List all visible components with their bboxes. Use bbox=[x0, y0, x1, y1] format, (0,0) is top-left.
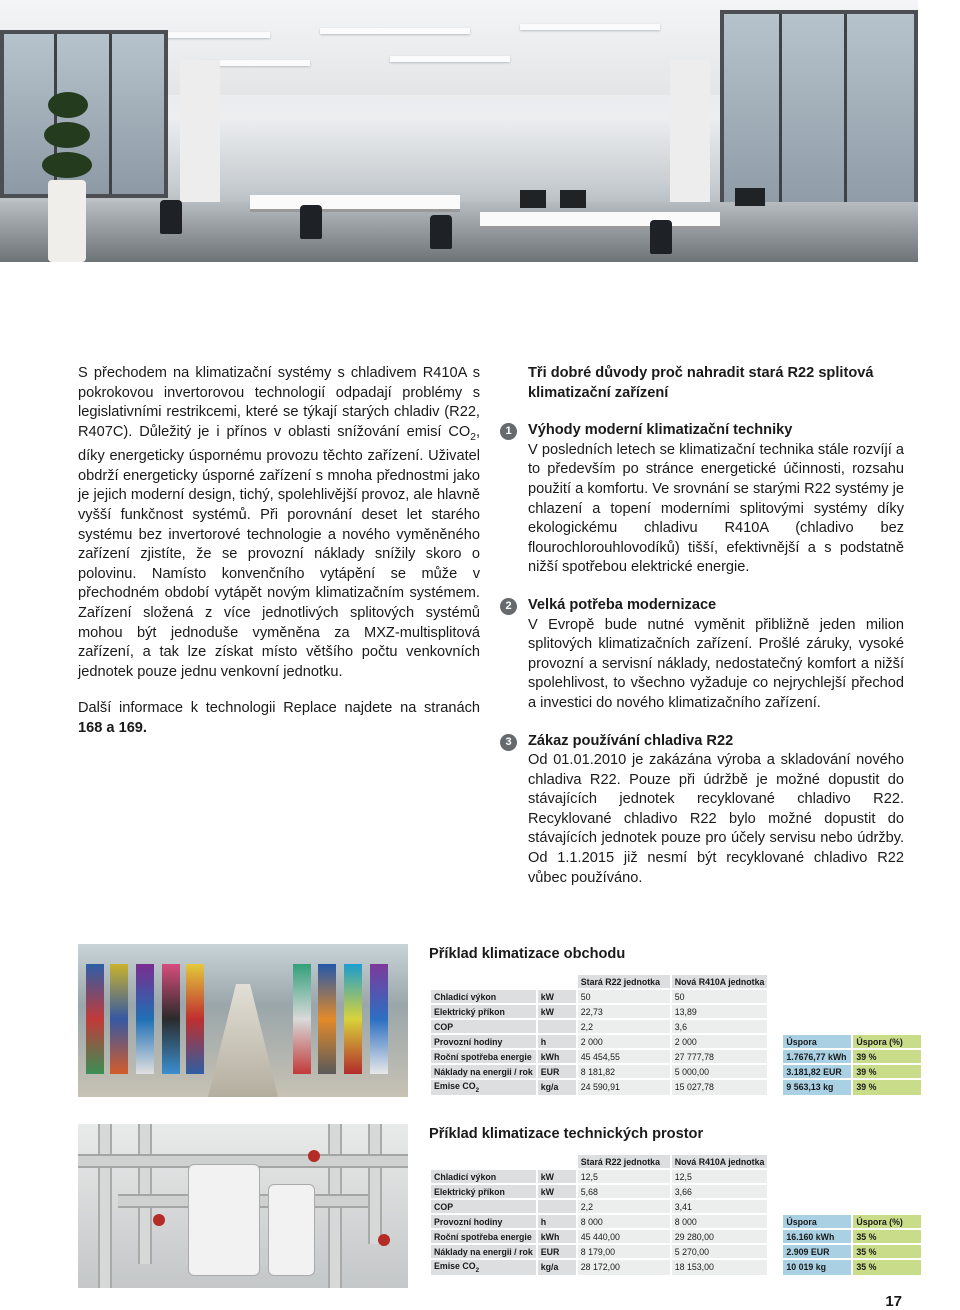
reason-heading: Zákaz používání chladiva R22 bbox=[528, 732, 734, 749]
tank bbox=[268, 1184, 315, 1276]
ceiling-lamp bbox=[390, 56, 510, 62]
table-row bbox=[431, 1260, 921, 1275]
row-label: COP bbox=[431, 1200, 536, 1213]
plant-foliage bbox=[44, 122, 90, 148]
reason-heading: Výhody moderní klimatizační techniky bbox=[528, 422, 793, 439]
old-value: 8 179,00 bbox=[578, 1245, 670, 1258]
row-unit: EUR bbox=[538, 1065, 576, 1078]
row-unit bbox=[538, 1200, 576, 1213]
row-label: COP bbox=[431, 1020, 536, 1033]
ceiling-lamp bbox=[320, 28, 470, 34]
savings-pct-header: Úspora (%) bbox=[853, 1035, 921, 1048]
clothing-rack bbox=[136, 964, 154, 1074]
clothing-rack bbox=[344, 964, 362, 1074]
pipe bbox=[368, 1124, 382, 1244]
saving-value: 1.7676,77 kWh bbox=[783, 1050, 851, 1063]
monitor bbox=[520, 190, 546, 208]
new-value: 27 777,78 bbox=[672, 1050, 768, 1063]
new-value: 18 153,00 bbox=[672, 1260, 768, 1275]
old-value: 5,68 bbox=[578, 1185, 670, 1198]
table-row bbox=[431, 1065, 921, 1078]
new-value: 50 bbox=[672, 990, 768, 1003]
number-badge-icon: 1 bbox=[500, 423, 517, 440]
row-unit: kg/a bbox=[538, 1080, 576, 1095]
shop-photo bbox=[78, 944, 408, 1097]
row-label: Chladicí výkon bbox=[431, 1170, 536, 1183]
shop-aisle bbox=[208, 984, 278, 1097]
table-row bbox=[431, 1245, 921, 1258]
old-value: 28 172,00 bbox=[578, 1260, 670, 1275]
office-chair bbox=[300, 205, 322, 239]
column bbox=[180, 60, 220, 210]
new-value: 12,5 bbox=[672, 1170, 768, 1183]
row-unit: kW bbox=[538, 990, 576, 1003]
monitor bbox=[560, 190, 586, 208]
new-value: 5 270,00 bbox=[672, 1245, 768, 1258]
row-label: Roční spotřeba energie bbox=[431, 1050, 536, 1063]
clothing-rack bbox=[318, 964, 336, 1074]
new-value: 29 280,00 bbox=[672, 1230, 768, 1243]
saving-percent: 35 % bbox=[853, 1245, 921, 1258]
old-value: 2,2 bbox=[578, 1020, 670, 1033]
valve bbox=[153, 1214, 165, 1226]
new-value: 3,66 bbox=[672, 1185, 768, 1198]
table-row bbox=[431, 1170, 921, 1183]
example-title: Příklad klimatizace obchodu bbox=[429, 946, 626, 962]
clothing-rack bbox=[162, 964, 180, 1074]
monitor bbox=[735, 188, 765, 206]
new-value: 8 000 bbox=[672, 1215, 768, 1228]
table-row bbox=[431, 1185, 921, 1198]
reason-text: V posledních letech se klimatizační technika stále rozvíjí a to především po stránce energetické účinnosti, rozsahu použití a komfortu. Ve srovnání se starými R22 systémy je chlazení a topení moderními splitovými systémy díky ekologickému chladivu R410A (chladivo bez flourochlorouhlovodíků) tišší, efektivnější a s podstatně nižší spotřebou elektrické energie. bbox=[528, 441, 904, 576]
old-value: 12,5 bbox=[578, 1170, 670, 1183]
office-chair bbox=[650, 220, 672, 254]
reasons-section bbox=[505, 364, 904, 888]
desk bbox=[250, 195, 460, 212]
table-header-row bbox=[431, 975, 921, 988]
pipe bbox=[98, 1124, 112, 1288]
row-label: Náklady na energii / rok bbox=[431, 1245, 536, 1258]
table-row bbox=[431, 1215, 921, 1228]
example-title: Příklad klimatizace technických prostor bbox=[429, 1126, 704, 1142]
row-label: Elektrický příkon bbox=[431, 1005, 536, 1018]
office-chair bbox=[160, 200, 182, 234]
intro-paragraph: S přechodem na klimatizační systémy s chladivem R410A s pokrokovou invertorovou technologií odpadají problémy s legislativními restrikcemi, které se týkají starých chladiv (R22, R407C). Důležitý je i přínos v oblasti snížování emisí $CO_2$, díky energeticky úspornému provozu těchto zařízení. Uživatel obdrží energeticky úsporné zařízení s mnoha přednostmi jako je jejich moderní design, tichý, spolehlivější provoz, ale hlavně vyšší funkčnost systémů. Při porovnání deset let starého systému bez invertorové technologie a nového vyměněného zařízení zjistíte, že se provozní náklady snížily skoro o polovinu. Namísto konvenčního vytápění se může v přechodném období vytápět novým klimatizačním systémem. Zařízení složená z více jednotlivých splitových systémů mohou být jednoduše vyměněna za MXZ-multisplitová zařízení, a tak lze získat místo většího počtu venkovních jednotek pouze jednu venkovní jednotku. bbox=[78, 365, 480, 680]
row-label: Elektrický příkon bbox=[431, 1185, 536, 1198]
old-value: 2,2 bbox=[578, 1200, 670, 1213]
reason-item bbox=[505, 421, 904, 578]
ceiling-lamp bbox=[520, 24, 660, 30]
row-label: Emise $CO_2$ bbox=[431, 1080, 536, 1095]
number-badge-icon: 2 bbox=[500, 598, 517, 615]
plant-pot bbox=[48, 180, 86, 262]
new-value: 5 000,00 bbox=[672, 1065, 768, 1078]
row-label: Provozní hodiny bbox=[431, 1215, 536, 1228]
row-unit bbox=[538, 1020, 576, 1033]
table-row bbox=[431, 1080, 921, 1095]
savings-pct-header: Úspora (%) bbox=[853, 1215, 921, 1228]
saving-percent: 35 % bbox=[853, 1260, 921, 1275]
new-value: 2 000 bbox=[672, 1035, 768, 1048]
row-unit: kW bbox=[538, 1005, 576, 1018]
column-header: Nová R410A jednotka bbox=[672, 1155, 768, 1168]
window bbox=[720, 10, 918, 218]
row-unit: kW bbox=[538, 1170, 576, 1183]
clothing-rack bbox=[293, 964, 311, 1074]
old-value: 22,73 bbox=[578, 1005, 670, 1018]
reason-text: V Evropě bude nutné vyměnit přibližně jeden milion splitových klimatizačních zařízení. Prošlé záruky, vysoké provozní a servisní náklady, nedostatečný komfort a nižší spolehlivost, to všechno vyžaduje co nejrychlejší přechod a investici do nového klimatizačního zařízení. bbox=[528, 616, 904, 711]
desk bbox=[480, 212, 720, 229]
savings-header: Úspora bbox=[783, 1215, 851, 1228]
column-header: Stará R22 jednotka bbox=[578, 1155, 670, 1168]
saving-value: 3.181,82 EUR bbox=[783, 1065, 851, 1078]
clothing-rack bbox=[186, 964, 204, 1074]
clothing-rack bbox=[86, 964, 104, 1074]
old-value: 45 440,00 bbox=[578, 1230, 670, 1243]
saving-percent: 35 % bbox=[853, 1230, 921, 1243]
row-unit: kWh bbox=[538, 1230, 576, 1243]
row-unit: EUR bbox=[538, 1245, 576, 1258]
reasons-title: Tři dobré důvody proč nahradit stará R22 splitová klimatizační zařízení bbox=[528, 365, 874, 401]
reason-heading: Velká potřeba modernizace bbox=[528, 596, 717, 613]
row-unit: h bbox=[538, 1215, 576, 1228]
new-value: 3,6 bbox=[672, 1020, 768, 1033]
row-label: Roční spotřeba energie bbox=[431, 1230, 536, 1243]
row-label: Náklady na energii / rok bbox=[431, 1065, 536, 1078]
number-badge-icon: 3 bbox=[500, 734, 517, 751]
old-value: 2 000 bbox=[578, 1035, 670, 1048]
more-info-paragraph: Další informace k technologii Replace najdete na stranách 168 a 169. bbox=[78, 700, 480, 736]
plant-foliage bbox=[48, 92, 88, 118]
page-number: 17 bbox=[885, 1293, 902, 1310]
row-label: Emise $CO_2$ bbox=[431, 1260, 536, 1275]
reason-item bbox=[505, 732, 904, 889]
row-unit: kg/a bbox=[538, 1260, 576, 1275]
old-value: 50 bbox=[578, 990, 670, 1003]
saving-value: 9 563,13 kg bbox=[783, 1080, 851, 1095]
office-photo bbox=[0, 0, 918, 262]
shop-comparison-table bbox=[429, 973, 923, 1097]
tank bbox=[188, 1164, 260, 1276]
old-value: 8 181,82 bbox=[578, 1065, 670, 1078]
clothing-rack bbox=[370, 964, 388, 1074]
saving-percent: 39 % bbox=[853, 1065, 921, 1078]
new-value: 13,89 bbox=[672, 1005, 768, 1018]
old-value: 24 590,91 bbox=[578, 1080, 670, 1095]
plant-foliage bbox=[42, 152, 92, 178]
column-header: Nová R410A jednotka bbox=[672, 975, 768, 988]
table-row bbox=[431, 1005, 921, 1018]
office-chair bbox=[430, 215, 452, 249]
column-header: Stará R22 jednotka bbox=[578, 975, 670, 988]
table-row bbox=[431, 1035, 921, 1048]
valve bbox=[378, 1234, 390, 1246]
saving-value: 10 019 kg bbox=[783, 1260, 851, 1275]
old-value: 8 000 bbox=[578, 1215, 670, 1228]
valve bbox=[308, 1150, 320, 1162]
technical-room-photo bbox=[78, 1124, 408, 1288]
row-unit: h bbox=[538, 1035, 576, 1048]
saving-value: 16.160 kWh bbox=[783, 1230, 851, 1243]
saving-value: 2.909 EUR bbox=[783, 1245, 851, 1258]
saving-percent: 39 % bbox=[853, 1050, 921, 1063]
saving-percent: 39 % bbox=[853, 1080, 921, 1095]
clothing-rack bbox=[110, 964, 128, 1074]
savings-header: Úspora bbox=[783, 1035, 851, 1048]
row-label: Chladicí výkon bbox=[431, 990, 536, 1003]
row-unit: kWh bbox=[538, 1050, 576, 1063]
old-value: 45 454,55 bbox=[578, 1050, 670, 1063]
technical-comparison-table bbox=[429, 1153, 923, 1277]
new-value: 15 027,78 bbox=[672, 1080, 768, 1095]
reason-item bbox=[505, 596, 904, 714]
intro-text bbox=[78, 364, 480, 739]
table-row bbox=[431, 990, 921, 1003]
new-value: 3,41 bbox=[672, 1200, 768, 1213]
table-row bbox=[431, 1230, 921, 1243]
table-row bbox=[431, 1050, 921, 1063]
column bbox=[670, 60, 710, 210]
table-row bbox=[431, 1200, 921, 1213]
row-label: Provozní hodiny bbox=[431, 1035, 536, 1048]
table-row bbox=[431, 1020, 921, 1033]
row-unit: kW bbox=[538, 1185, 576, 1198]
table-header-row bbox=[431, 1155, 921, 1168]
reason-text: Od 01.01.2010 je zakázána výroba a skladování nového chladiva R22. Pouze při údržbě je možné dopustit do stávajících jednotek recyklované chladivo R22. Recyklované chladivo R22 bylo možné dopustit do stávajících jednotek pouze pro účely servisu nebo údržby. Od 1.1.2015 již nesmí být recyklované chladivo R22 vůbec používáno. bbox=[528, 752, 904, 886]
